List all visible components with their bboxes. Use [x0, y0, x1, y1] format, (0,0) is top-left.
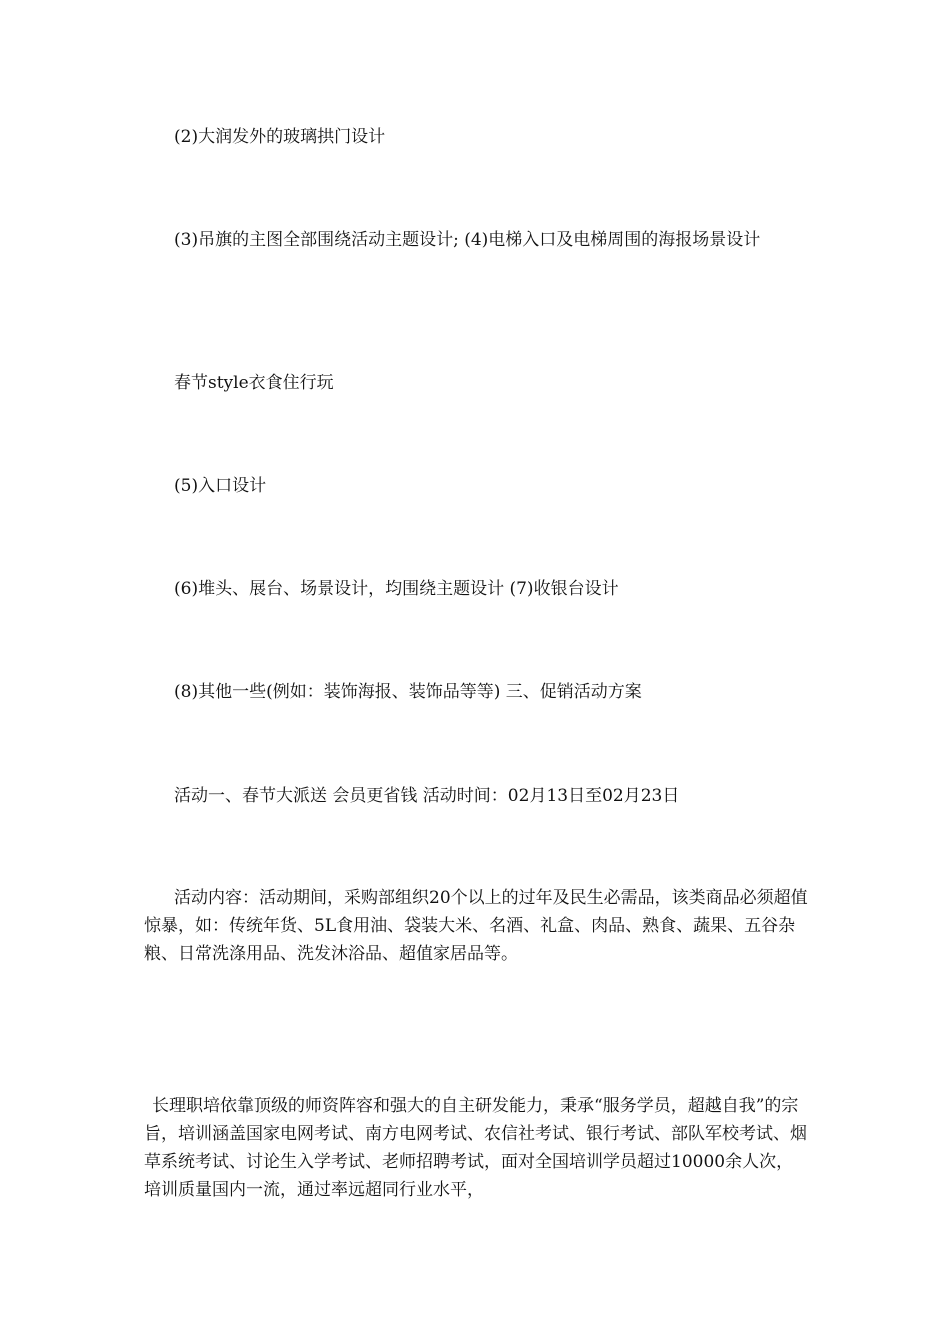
paragraph-glass-arch: (2)大润发外的玻璃拱门设计 — [174, 127, 386, 147]
paragraph-activity-one: 活动一、春节大派送 会员更省钱 活动时间：02月13日至02月23日 — [174, 786, 680, 806]
paragraph-spring-style: 春节style衣食住行玩 — [174, 373, 334, 393]
paragraph-other-promo: (8)其他一些(例如：装饰海报、装饰品等等) 三、促销活动方案 — [174, 682, 642, 702]
paragraph-activity-content: 活动内容：活动期间，采购部组织20个以上的过年及民生必需品，该类商品必须超值惊暴，如：传统年货、5L食用油、袋装大米、名酒、礼盒、肉品、熟食、蔬果、五谷杂粮、日常洗涤用品、洗发沐浴品、超值家居品等。 — [144, 888, 808, 964]
paragraph-display-cashier: (6)堆头、展台、场景设计，均围绕主题设计 (7)收银台设计 — [174, 579, 619, 599]
paragraph-entrance: (5)入口设计 — [174, 476, 267, 496]
paragraph-banner-elevator: (3)吊旗的主图全部围绕活动主题设计; (4)电梯入口及电梯周围的海报场景设计 — [174, 230, 761, 250]
paragraph-training-intro: 长理职培依靠顶级的师资阵容和强大的自主研发能力，秉承“服务学员，超越自我”的宗旨，培训涵盖国家电网考试、南方电网考试、农信社考试、银行考试、部队军校考试、烟草系统考试、讨论生入学考试、老师招聘考试，面对全国培训学员超过10000余人次，培训质量国内一流，通过率远超同行业水平， — [144, 1096, 807, 1200]
